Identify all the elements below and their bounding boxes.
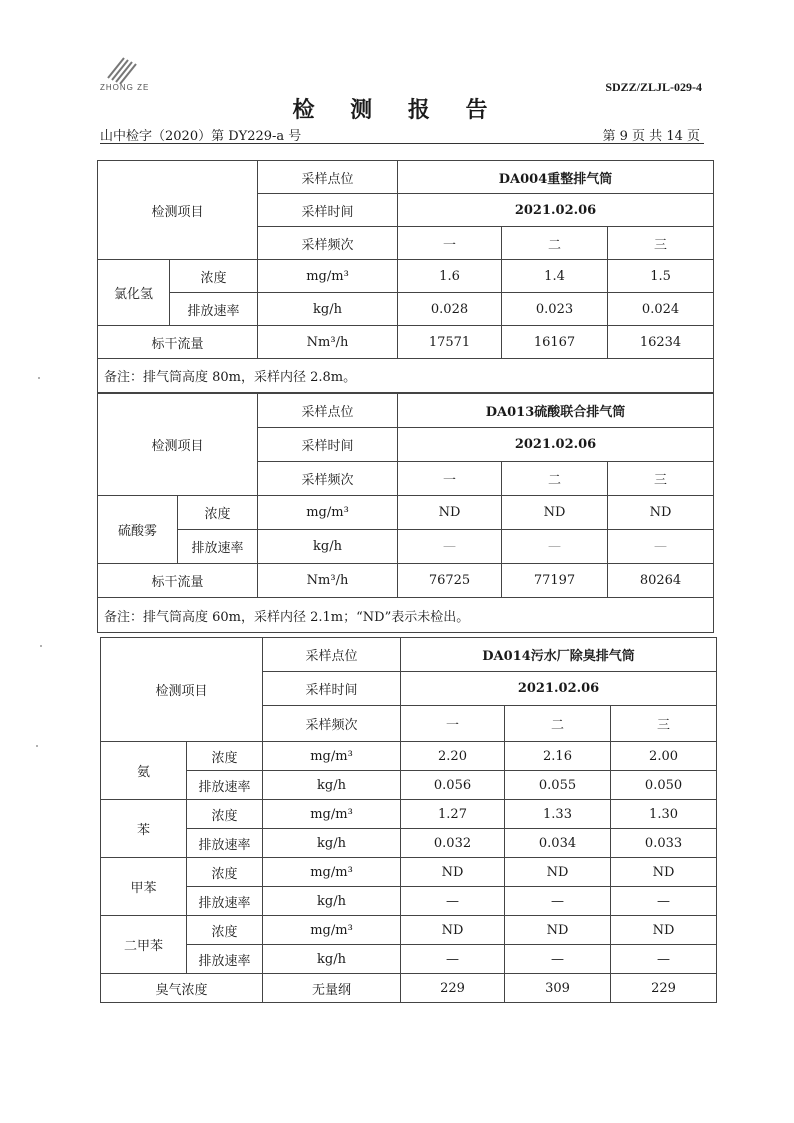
unit-rate: kg/h xyxy=(263,771,401,800)
label-emission-rate: 排放速率 xyxy=(187,829,263,858)
value-cell: — xyxy=(401,945,505,974)
unit-concentration: mg/m³ xyxy=(263,742,401,771)
unit-flow: Nm³/h xyxy=(258,564,398,598)
table-note: 备注：排气筒高度 60m，采样内径 2.1m；“ND”表示未检出。 xyxy=(98,598,714,633)
pollutant-name: 氨 xyxy=(101,742,187,800)
value-cell: — xyxy=(505,887,611,916)
freq-3: 三 xyxy=(608,227,714,260)
pollutant-name: 苯 xyxy=(101,800,187,858)
sampling-point-value: DA004重整排气筒 xyxy=(398,161,714,194)
label-sampling-time: 采样时间 xyxy=(258,428,398,462)
value-cell: ND xyxy=(611,916,717,945)
value-cell: 1.6 xyxy=(398,260,502,293)
value-cell: 0.024 xyxy=(608,293,714,326)
label-concentration: 浓度 xyxy=(170,260,258,293)
sampling-point-value: DA014污水厂除臭排气筒 xyxy=(401,638,717,672)
unit-concentration: mg/m³ xyxy=(258,496,398,530)
label-flow: 标干流量 xyxy=(98,564,258,598)
value-cell: 0.034 xyxy=(505,829,611,858)
value-cell: 0.028 xyxy=(398,293,502,326)
label-concentration: 浓度 xyxy=(187,858,263,887)
freq-1: 一 xyxy=(398,462,502,496)
unit-concentration: mg/m³ xyxy=(263,916,401,945)
value-cell: ND xyxy=(505,858,611,887)
value-cell: 1.4 xyxy=(502,260,608,293)
label-concentration: 浓度 xyxy=(178,496,258,530)
label-frequency: 采样频次 xyxy=(258,462,398,496)
value-cell: 0.032 xyxy=(401,829,505,858)
value-cell: 2.20 xyxy=(401,742,505,771)
unit-concentration: mg/m³ xyxy=(258,260,398,293)
value-cell: 16234 xyxy=(608,326,714,359)
unit-concentration: mg/m³ xyxy=(263,800,401,829)
label-emission-rate: 排放速率 xyxy=(187,945,263,974)
value-cell: ND xyxy=(398,496,502,530)
freq-3: 三 xyxy=(608,462,714,496)
label-sampling-point: 采样点位 xyxy=(258,394,398,428)
value-cell: — xyxy=(502,530,608,564)
value-cell: — xyxy=(611,945,717,974)
value-cell: ND xyxy=(401,858,505,887)
value-cell: — xyxy=(398,530,502,564)
value-cell: 229 xyxy=(401,974,505,1003)
document-number: SDZZ/ZLJL-029-4 xyxy=(605,80,702,94)
value-cell: 0.033 xyxy=(611,829,717,858)
sampling-time-value: 2021.02.06 xyxy=(401,672,717,706)
value-cell: 16167 xyxy=(502,326,608,359)
pollutant-name: 硫酸雾 xyxy=(98,496,178,564)
sampling-time-value: 2021.02.06 xyxy=(398,428,714,462)
freq-2: 二 xyxy=(502,227,608,260)
value-cell: 0.055 xyxy=(505,771,611,800)
label-emission-rate: 排放速率 xyxy=(170,293,258,326)
value-cell: 80264 xyxy=(608,564,714,598)
value-cell: 17571 xyxy=(398,326,502,359)
value-cell: 1.30 xyxy=(611,800,717,829)
scan-speck xyxy=(36,745,38,747)
pollutant-name: 氯化氢 xyxy=(98,260,170,326)
value-cell: — xyxy=(505,945,611,974)
label-frequency: 采样频次 xyxy=(258,227,398,260)
label-sampling-point: 采样点位 xyxy=(263,638,401,672)
table-sulfuric-acid-mist xyxy=(97,393,714,633)
value-cell: ND xyxy=(611,858,717,887)
value-cell: 0.056 xyxy=(401,771,505,800)
value-cell: ND xyxy=(502,496,608,530)
label-frequency: 采样频次 xyxy=(263,706,401,742)
freq-2: 二 xyxy=(502,462,608,496)
unit-rate: kg/h xyxy=(263,945,401,974)
page-title: 检 测 报 告 xyxy=(292,97,502,123)
sampling-point-value: DA013硫酸联合排气筒 xyxy=(398,394,714,428)
value-cell: 2.16 xyxy=(505,742,611,771)
label-emission-rate: 排放速率 xyxy=(178,530,258,564)
value-cell: 309 xyxy=(505,974,611,1003)
value-cell: ND xyxy=(608,496,714,530)
sampling-time-value: 2021.02.06 xyxy=(398,194,714,227)
value-cell: 1.5 xyxy=(608,260,714,293)
table-hydrogen-chloride xyxy=(97,160,714,393)
value-cell: 2.00 xyxy=(611,742,717,771)
label-concentration: 浓度 xyxy=(187,742,263,771)
pollutant-name: 甲苯 xyxy=(101,858,187,916)
header-item: 检测项目 xyxy=(101,638,263,742)
value-cell: 76725 xyxy=(398,564,502,598)
value-cell: — xyxy=(611,887,717,916)
value-cell: 1.27 xyxy=(401,800,505,829)
label-concentration: 浓度 xyxy=(187,916,263,945)
unit-rate: kg/h xyxy=(258,293,398,326)
unit-flow: Nm³/h xyxy=(258,326,398,359)
value-cell: — xyxy=(401,887,505,916)
value-cell: 77197 xyxy=(502,564,608,598)
unit-rate: kg/h xyxy=(263,829,401,858)
header-rule xyxy=(100,143,704,144)
header-item: 检测项目 xyxy=(98,394,258,496)
freq-3: 三 xyxy=(611,706,717,742)
value-cell: 0.050 xyxy=(611,771,717,800)
label-emission-rate: 排放速率 xyxy=(187,771,263,800)
pollutant-name: 二甲苯 xyxy=(101,916,187,974)
freq-1: 一 xyxy=(401,706,505,742)
label-emission-rate: 排放速率 xyxy=(187,887,263,916)
value-cell: 1.33 xyxy=(505,800,611,829)
value-cell: ND xyxy=(401,916,505,945)
page-number: 第 9 页 共 14 页 xyxy=(602,129,700,144)
table-note: 备注：排气筒高度 80m，采样内径 2.8m。 xyxy=(98,359,714,393)
label-sampling-point: 采样点位 xyxy=(258,161,398,194)
freq-2: 二 xyxy=(505,706,611,742)
value-cell: ND xyxy=(505,916,611,945)
label-concentration: 浓度 xyxy=(187,800,263,829)
scan-speck xyxy=(38,377,40,379)
label-odor: 臭气浓度 xyxy=(101,974,263,1003)
value-cell: 229 xyxy=(611,974,717,1003)
label-flow: 标干流量 xyxy=(98,326,258,359)
logo-text: ZHONG ZE xyxy=(100,83,150,92)
value-cell: — xyxy=(608,530,714,564)
table-odor-exhaust xyxy=(100,637,717,1003)
value-cell: 0.023 xyxy=(502,293,608,326)
unit-dimensionless: 无量纲 xyxy=(263,974,401,1003)
label-sampling-time: 采样时间 xyxy=(263,672,401,706)
freq-1: 一 xyxy=(398,227,502,260)
scan-speck xyxy=(40,645,42,647)
report-number: 山中检字（2020）第 DY229-a 号 xyxy=(100,129,302,144)
label-sampling-time: 采样时间 xyxy=(258,194,398,227)
unit-rate: kg/h xyxy=(263,887,401,916)
unit-rate: kg/h xyxy=(258,530,398,564)
unit-concentration: mg/m³ xyxy=(263,858,401,887)
header-item: 检测项目 xyxy=(98,161,258,260)
